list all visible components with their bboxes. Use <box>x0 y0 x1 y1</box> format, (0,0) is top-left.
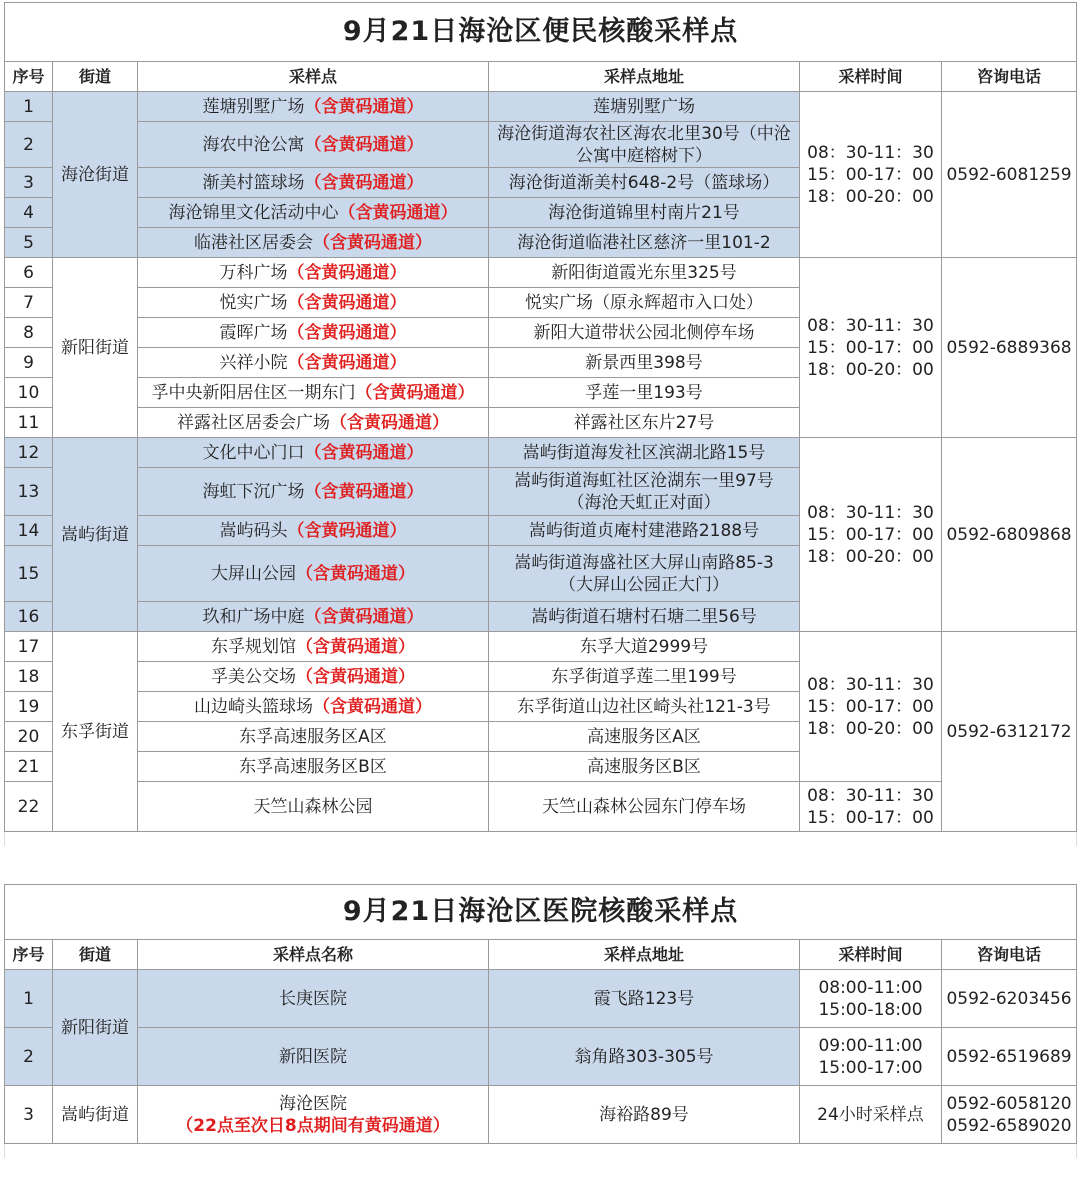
address-line: 嵩屿街道贞庵村建港路2188号 <box>528 520 760 541</box>
street-cell: 嵩屿街道 <box>53 1086 138 1144</box>
row-number: 1 <box>5 92 53 122</box>
site-name: 新阳医院 <box>279 1046 347 1067</box>
site-address-cell <box>489 168 800 198</box>
time-line: 15：00-17：00 <box>807 807 934 828</box>
site-address-cell: 霞飞路123号 <box>489 970 800 1028</box>
street-cell: 嵩屿街道 <box>53 438 138 632</box>
header-number: 序号 <box>5 940 53 970</box>
phone-line: 0592-6203456 <box>946 988 1072 1009</box>
row-number: 3 <box>5 168 53 198</box>
address-line: 莲塘别墅广场 <box>593 96 695 117</box>
row-number: 15 <box>5 546 53 602</box>
yellow-code-badge: （含黄码通道） <box>330 412 449 433</box>
yellow-code-badge: （含黄码通道） <box>304 96 424 117</box>
community-table-body <box>5 92 1077 832</box>
row-number: 9 <box>5 348 53 378</box>
site-name: 兴祥小院 <box>219 352 288 373</box>
site-name-cell <box>138 468 489 516</box>
header-street: 街道 <box>53 940 138 970</box>
sampling-time-cell <box>800 782 942 832</box>
table-row <box>5 632 1077 662</box>
phone-cell <box>942 1086 1077 1144</box>
site-name: 渐美村篮球场 <box>202 172 305 193</box>
address-line: 海沧街道锦里村南片21号 <box>548 202 740 223</box>
site-address-cell <box>489 198 800 228</box>
phone-cell: 0592-6889368 <box>942 258 1077 438</box>
site-name-cell <box>138 198 489 228</box>
yellow-code-badge: （含黄码通道） <box>287 520 407 541</box>
yellow-code-badge: （含黄码通道） <box>296 563 415 584</box>
site-address-cell <box>489 318 800 348</box>
site-address-cell <box>489 348 800 378</box>
site-name: 临港社区居委会 <box>194 232 313 253</box>
hospital-header-row <box>5 940 1077 970</box>
yellow-code-badge: （含黄码通道） <box>304 134 424 155</box>
phone-cell: 0592-6312172 <box>942 632 1077 832</box>
address-line: 嵩屿街道海盛社区大屏山南路85-3 <box>514 552 774 573</box>
site-name-cell <box>138 228 489 258</box>
site-name-cell <box>138 516 489 546</box>
site-name: 长庚医院 <box>279 988 347 1009</box>
header-address: 采样点地址 <box>489 62 800 92</box>
site-name-cell <box>138 1028 489 1086</box>
yellow-code-badge: （含黄码通道） <box>287 262 407 283</box>
street-cell: 东孚街道 <box>53 632 138 832</box>
sampling-time-cell <box>800 258 942 438</box>
yellow-code-badge: （含黄码通道） <box>296 666 415 687</box>
site-name: 东孚规划馆 <box>211 636 296 657</box>
header-address: 采样点地址 <box>489 940 800 970</box>
row-number: 22 <box>5 782 53 832</box>
address-line: 东孚街道孚莲二里199号 <box>551 666 737 687</box>
time-line: 08：30-11：30 <box>807 142 934 163</box>
yellow-code-badge: （含黄码通道） <box>304 172 424 193</box>
address-line: 嵩屿街道海发社区滨湖北路15号 <box>522 442 766 463</box>
table-row <box>5 438 1077 468</box>
row-number: 19 <box>5 692 53 722</box>
row-number: 12 <box>5 438 53 468</box>
row-number: 5 <box>5 228 53 258</box>
phone-cell <box>942 970 1077 1028</box>
yellow-code-badge: （含黄码通道） <box>304 481 424 502</box>
sampling-time-cell <box>800 1086 942 1144</box>
row-number: 21 <box>5 752 53 782</box>
site-address-cell <box>489 632 800 662</box>
address-line: 新景西里398号 <box>585 352 703 373</box>
site-address-cell <box>489 722 800 752</box>
time-line: 15：00-17：00 <box>807 524 934 545</box>
row-number: 2 <box>5 122 53 168</box>
site-name: 山边崎头篮球场 <box>194 696 313 717</box>
yellow-code-badge: （含黄码通道） <box>355 382 475 403</box>
yellow-code-badge: （含黄码通道） <box>313 232 432 253</box>
time-line: 18：00-20：00 <box>807 186 934 207</box>
site-address-cell <box>489 258 800 288</box>
yellow-code-badge: （含黄码通道） <box>304 442 424 463</box>
row-number: 14 <box>5 516 53 546</box>
address-line: 天竺山森林公园东门停车场 <box>542 796 746 817</box>
address-line: 东孚街道山边社区崎头社121-3号 <box>517 696 771 717</box>
yellow-code-badge: （含黄码通道） <box>313 696 432 717</box>
row-number: 8 <box>5 318 53 348</box>
phone-cell <box>942 1028 1077 1086</box>
table-row <box>5 782 1077 832</box>
hospital-sampling-table <box>4 884 1077 1158</box>
site-name: 海沧锦里文化活动中心 <box>168 202 339 223</box>
address-line: 高速服务区A区 <box>587 726 701 747</box>
site-name-cell <box>138 1086 489 1144</box>
header-time: 采样时间 <box>800 940 942 970</box>
address-line: 海沧街道海农社区海农北里30号（中沧 <box>497 123 791 144</box>
site-name-cell <box>138 970 489 1028</box>
street-cell: 新阳街道 <box>53 258 138 438</box>
time-line: 15：00-17：00 <box>807 164 934 185</box>
site-name-cell <box>138 92 489 122</box>
site-address-cell <box>489 752 800 782</box>
site-name: 霞晖广场 <box>219 322 288 343</box>
row-number: 18 <box>5 662 53 692</box>
row-number: 17 <box>5 632 53 662</box>
site-name: 莲塘别墅广场 <box>202 96 305 117</box>
phone-line: 0592-6519689 <box>946 1046 1072 1067</box>
time-line: 18：00-20：00 <box>807 718 934 739</box>
row-number: 13 <box>5 468 53 516</box>
address-line: 嵩屿街道石塘村石塘二里56号 <box>531 606 757 627</box>
site-name-cell <box>138 348 489 378</box>
site-name-cell <box>138 408 489 438</box>
address-line: 嵩屿街道海虹社区沧湖东一里97号 <box>514 470 774 491</box>
site-name: 孚中央新阳居住区一期东门 <box>151 382 356 403</box>
street-cell: 海沧街道 <box>53 92 138 258</box>
phone-cell: 0592-6081259 <box>942 92 1077 258</box>
address-line: 悦实广场（原永辉超市入口处） <box>525 292 763 313</box>
time-line: 08：30-11：30 <box>807 674 934 695</box>
address-line: 海沧街道临港社区慈济一里101-2 <box>517 232 771 253</box>
site-name-cell <box>138 288 489 318</box>
community-sampling-table <box>4 2 1077 846</box>
header-street: 街道 <box>53 62 138 92</box>
site-address-cell <box>489 122 800 168</box>
time-line: 08：30-11：30 <box>807 785 934 806</box>
site-name-cell <box>138 122 489 168</box>
address-line: （大屏山公园正大门） <box>559 574 729 595</box>
site-address-cell: 海裕路89号 <box>489 1086 800 1144</box>
site-address-cell <box>489 468 800 516</box>
address-line: 公寓中庭榕树下） <box>576 145 712 166</box>
site-address-cell <box>489 692 800 722</box>
header-site: 采样点 <box>138 62 489 92</box>
site-name-cell <box>138 782 489 832</box>
row-number: 1 <box>5 970 53 1028</box>
sampling-time-cell <box>800 632 942 782</box>
sampling-time-cell <box>800 1028 942 1086</box>
time-line: 15:00-18:00 <box>818 999 923 1020</box>
time-line: 08：30-11：30 <box>807 502 934 523</box>
site-name: 天竺山森林公园 <box>253 796 373 817</box>
yellow-code-badge: （含黄码通道） <box>287 352 407 373</box>
street-cell: 新阳街道 <box>53 970 138 1086</box>
phone-cell: 0592-6809868 <box>942 438 1077 632</box>
site-address-cell <box>489 228 800 258</box>
address-line: 孚莲一里193号 <box>585 382 703 403</box>
yellow-code-note: （22点至次日8点期间有黄码通道） <box>176 1115 450 1136</box>
site-name: 大屏山公园 <box>211 563 296 584</box>
site-address-cell <box>489 378 800 408</box>
header-site-name: 采样点名称 <box>138 940 489 970</box>
site-name: 嵩屿码头 <box>219 520 288 541</box>
site-name: 悦实广场 <box>219 292 288 313</box>
header-time: 采样时间 <box>800 62 942 92</box>
yellow-code-badge: （含黄码通道） <box>287 292 407 313</box>
table-row <box>5 1028 1077 1086</box>
row-number: 16 <box>5 602 53 632</box>
row-number: 11 <box>5 408 53 438</box>
table-row <box>5 970 1077 1028</box>
time-line: 15：00-17：00 <box>807 696 934 717</box>
community-table-title: 9月21日海沧区便民核酸采样点 <box>5 3 1077 62</box>
phone-line: 0592-6058120 <box>946 1093 1072 1114</box>
header-phone: 咨询电话 <box>942 940 1077 970</box>
site-address-cell <box>489 516 800 546</box>
address-line: 新阳大道带状公园北侧停车场 <box>533 322 755 343</box>
yellow-code-badge: （含黄码通道） <box>338 202 458 223</box>
site-name-cell <box>138 258 489 288</box>
hospital-table-title: 9月21日海沧区医院核酸采样点 <box>5 885 1077 940</box>
table-row <box>5 1086 1077 1144</box>
time-line: 09:00-11:00 <box>818 1035 923 1056</box>
site-name: 海虹下沉广场 <box>202 481 305 502</box>
time-line: 08:00-11:00 <box>818 977 923 998</box>
yellow-code-badge: （含黄码通道） <box>287 322 407 343</box>
site-name: 海沧医院 <box>279 1093 347 1114</box>
site-address-cell <box>489 288 800 318</box>
community-header-row <box>5 62 1077 92</box>
site-name: 海农中沧公寓 <box>202 134 305 155</box>
address-line: （海沧天虹正对面） <box>567 492 721 513</box>
time-line: 18：00-20：00 <box>807 359 934 380</box>
time-line: 08：30-11：30 <box>807 315 934 336</box>
site-name: 文化中心门口 <box>202 442 305 463</box>
site-address-cell <box>489 438 800 468</box>
site-name: 东孚高速服务区B区 <box>239 756 387 777</box>
phone-line: 0592-6589020 <box>946 1115 1072 1136</box>
address-line: 祥露社区东片27号 <box>573 412 715 433</box>
address-line: 高速服务区B区 <box>587 756 701 777</box>
site-name-cell <box>138 168 489 198</box>
site-address-cell <box>489 662 800 692</box>
site-address-cell: 翁角路303-305号 <box>489 1028 800 1086</box>
site-name: 东孚高速服务区A区 <box>239 726 387 747</box>
row-number: 7 <box>5 288 53 318</box>
site-name-cell <box>138 692 489 722</box>
address-line: 东孚大道2999号 <box>579 636 709 657</box>
yellow-code-badge: （含黄码通道） <box>296 636 415 657</box>
time-line: 24小时采样点 <box>817 1104 924 1125</box>
hospital-table-body <box>5 970 1077 1144</box>
header-number: 序号 <box>5 62 53 92</box>
yellow-code-badge: （含黄码通道） <box>304 606 424 627</box>
site-name: 孚美公交场 <box>211 666 296 687</box>
sampling-time-cell <box>800 970 942 1028</box>
site-address-cell <box>489 408 800 438</box>
sampling-time-cell <box>800 92 942 258</box>
row-number: 3 <box>5 1086 53 1144</box>
site-name-cell <box>138 722 489 752</box>
site-name-cell <box>138 546 489 602</box>
row-number: 6 <box>5 258 53 288</box>
site-name-cell <box>138 438 489 468</box>
row-number: 2 <box>5 1028 53 1086</box>
time-line: 15：00-17：00 <box>807 337 934 358</box>
row-number: 20 <box>5 722 53 752</box>
table-row <box>5 92 1077 122</box>
site-name-cell <box>138 602 489 632</box>
site-name-cell <box>138 378 489 408</box>
site-name: 万科广场 <box>219 262 288 283</box>
address-line: 海沧街道渐美村648-2号（篮球场） <box>508 172 780 193</box>
address-line: 新阳街道霞光东里325号 <box>551 262 737 283</box>
site-name-cell <box>138 662 489 692</box>
table-row <box>5 258 1077 288</box>
site-address-cell <box>489 92 800 122</box>
header-phone: 咨询电话 <box>942 62 1077 92</box>
site-address-cell <box>489 546 800 602</box>
row-number: 4 <box>5 198 53 228</box>
site-name-cell <box>138 632 489 662</box>
row-number: 10 <box>5 378 53 408</box>
site-name-cell <box>138 752 489 782</box>
site-name: 玖和广场中庭 <box>202 606 305 627</box>
site-name-cell <box>138 318 489 348</box>
site-name: 祥露社区居委会广场 <box>177 412 330 433</box>
time-line: 15:00-17:00 <box>818 1057 923 1078</box>
time-line: 18：00-20：00 <box>807 546 934 567</box>
site-address-cell <box>489 602 800 632</box>
site-address-cell <box>489 782 800 832</box>
sampling-time-cell <box>800 438 942 632</box>
